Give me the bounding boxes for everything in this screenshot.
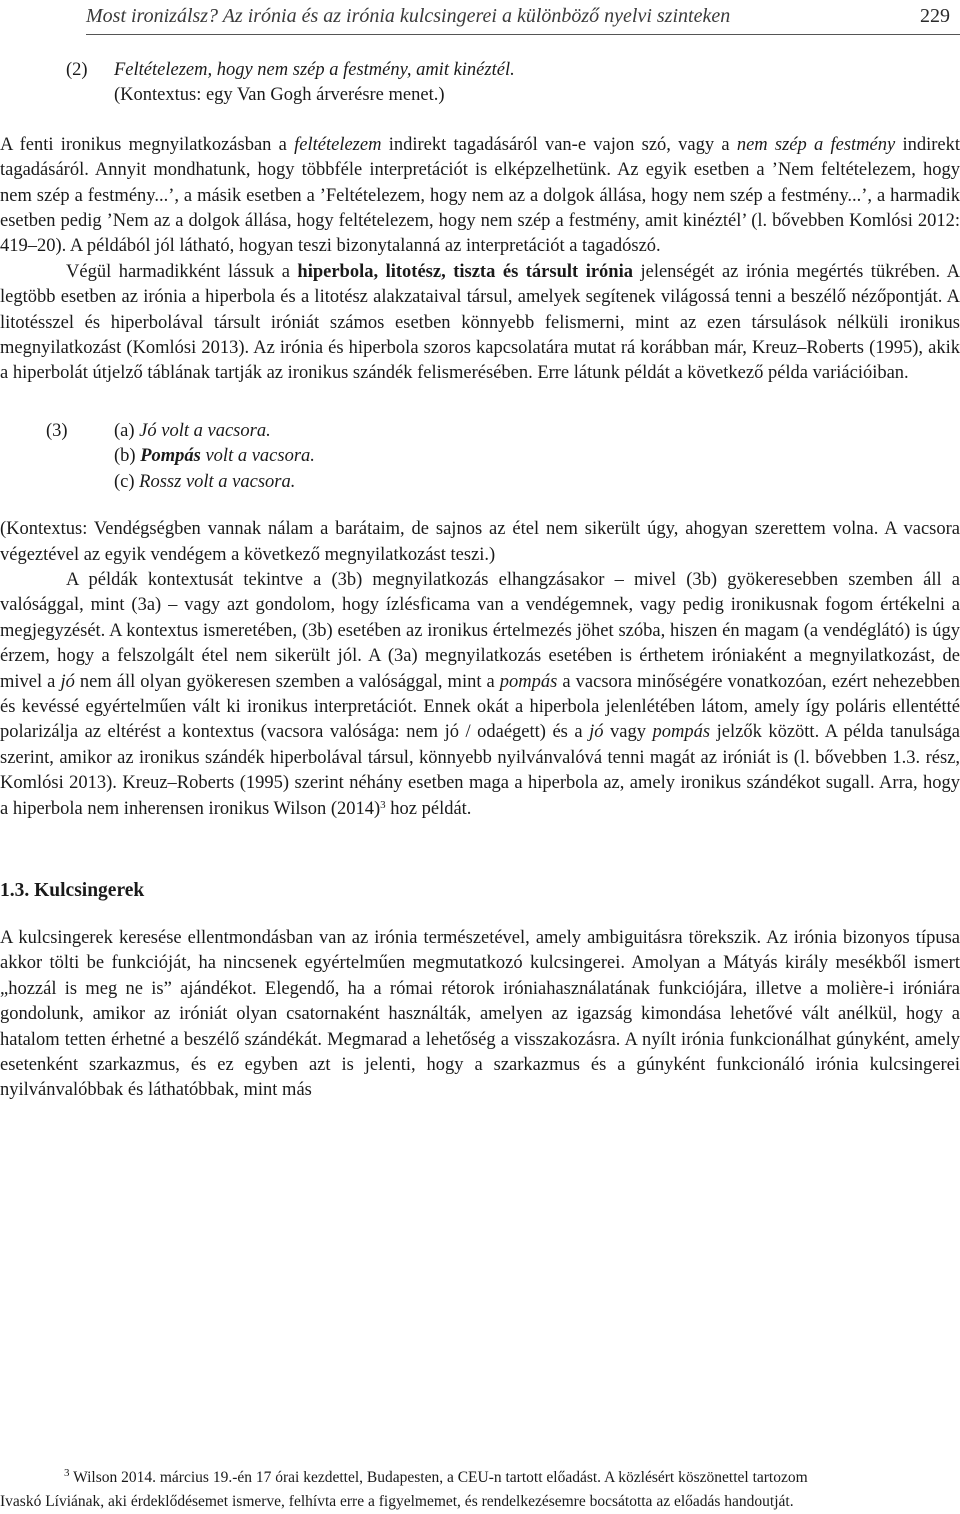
item-label: (b) bbox=[114, 446, 141, 467]
page-number: 229 bbox=[920, 5, 950, 27]
italic-run: jó bbox=[589, 722, 604, 743]
text-run: hoz példát. bbox=[385, 798, 472, 819]
text-run: Wilson 2014. március 19.-én 17 órai kezdettel, Budapesten, a CEU-n tartott előadást. A közlésért köszönettel tartozom bbox=[69, 1469, 808, 1486]
italic-run: jó bbox=[60, 671, 75, 692]
italic-run: Jó volt a vacsora. bbox=[139, 420, 271, 441]
italic-run: pompás bbox=[499, 671, 558, 692]
text-run: nem áll olyan gyökeresen szemben a valósággal, mint a bbox=[74, 671, 500, 692]
italic-run: volt a vacsora. bbox=[200, 446, 315, 467]
italic-run: pompás bbox=[652, 722, 711, 743]
section-heading: 1.3. Kulcsingerek bbox=[0, 879, 145, 901]
context-paragraph: (Kontextus: Vendégségben vannak nálam a barátaim, de sajnos az étel nem sikerült úgy, ahogyan szerettem volna. A vacsora végeztével az egyik vendégem a következő megnyilatkozást teszi.) bbox=[0, 519, 960, 565]
example-number: (2) bbox=[66, 60, 88, 80]
body-text bbox=[0, 58, 960, 1104]
footnote-ref[interactable]: 3 bbox=[380, 798, 386, 811]
italic-run: nem szép a festmény bbox=[736, 134, 896, 155]
paragraph-3 bbox=[0, 568, 960, 822]
bold-run: hiperbola, litotész, tiszta és társult irónia bbox=[297, 261, 633, 282]
section-paragraph: A kulcsingerek keresése ellentmondásban van az irónia természetével, amely ambiguitásra törekszik. Az irónia bizonyos típusa akkor tölti be funkcióját, ha nincsenek egyértelműen megmutatkozó kulcsingerei. Amolyan a Mátyás király mesékből ismert „hozzál is meg ne is” ajándékot. Elegendő, ha a római rétorok iróniahasználatának funkciójára, illetve a molière-i iróniára gondolunk, amikor az iróniát olyan csatornaként használták, amelyen az igazság kimondása lehetővé vált anélkül, hogy a hatalom tetten érhetné a beszélő szándékát. Megmarad a lehetőség a visszakozásra. A nyílt irónia funkcionálhat gúnyként, amely esetenként szarkazmus, és ez egyben azt is jelenti, hogy a szarkazmus és a gúnyként funkcionáló irónia kulcsingerei nyilvánvalóbbak és láthatóbbak, mint más bbox=[0, 927, 960, 1101]
example-3b bbox=[114, 444, 960, 469]
example-3a bbox=[114, 419, 960, 444]
example-number: (3) bbox=[46, 420, 68, 441]
example-2 bbox=[66, 58, 960, 109]
text-run: vagy bbox=[603, 722, 653, 743]
example-3c bbox=[114, 470, 960, 495]
text-run: jelzők között. A példa tanulsága szerint, amikor az ironikus szándék hiperbolával társul, könnyebb nyilvánvalóvá tenni magát az iróniát is (l. bővebben 1.3. rész, Komlósi 2013). Kreuz–Roberts (1995) szerint néhány esetben maga a hiperbola az, amely ironikus szándékot sugall. Arra, hogy a hiperbola nem inherensen ironikus Wilson (2014) bbox=[0, 722, 960, 819]
text-run: indirekt tagadásáról. Annyit mondhatunk, hogy többféle interpretációt is elképzelhetünk. Az egyik esetben a ’Nem feltételezem, hogy nem szép a festmény...’, a másik esetben a ’Feltételezem, hogy nem az a dolgok állása, hogy nem szép a festmény...’, a harmadik esetben pedig ’Nem az a dolgok állása, hogy feltételezem, hogy nem szép a festmény, amit kinéztél’ (l. bővebben Komlósi 2012: 419–20). A példából jól látható, hogyan teszi bizonytalanná az interpretációt a tagadószó. bbox=[0, 134, 960, 257]
text-run: a vacsora minőségére vonatkozóan, ezért nehezebben és kevéssé egyértelműen vált ki ironikus interpretációt. Ennek okát a hiperbola jelenlétében látom, amely így poláris ellentétté polarizálja az eltérést a kontextus (vacsora valósága: nem jó / odaégett) és a bbox=[0, 671, 960, 743]
text-run: indirekt tagadásáról van-e vajon szó, vagy a bbox=[381, 134, 737, 155]
header-rule bbox=[86, 34, 960, 35]
italic-run: feltételezem bbox=[294, 134, 382, 155]
footnote-line-2: Ivaskó Líviának, aki érdeklődésemet ismerve, felhívta erre a figyelmemet, és rendelkezésemre bocsátotta az előadás handoutját. bbox=[0, 1493, 794, 1510]
footnote-line-1 bbox=[0, 1466, 960, 1490]
text-run: A fenti ironikus megnyilatkozásban a bbox=[0, 134, 295, 155]
footnote-mark: 3 bbox=[64, 1467, 70, 1479]
item-label: (c) bbox=[114, 471, 140, 492]
footnote bbox=[0, 1466, 960, 1514]
running-title: Most ironizálsz? Az irónia és az irónia kulcsingerei a különböző nyelvi szinteken bbox=[86, 5, 731, 27]
example-context: (Kontextus: egy Van Gogh árverésre menet.) bbox=[114, 85, 445, 106]
bold-italic-run: Pompás bbox=[140, 446, 201, 467]
text-run: A példák kontextusát tekintve a (3b) megnyilatkozás elhangzásakor – mivel (3b) gyökeresebben szemben áll a valósággal, mint (3a) – vagy azt gondolom, hogy ízlésficama van a vendégemnek, vagy pedig ironikusnak fogom értékelni a megjegyzését. A kontextus ismeretében, (3b) esetében az ironikus értelmezés jöhet szóba, hiszen én magam (a vendéglátó) is úgy érzem, hogy a felszolgált étel nem sikerült jól. A (3a) megnyilatkozás esetében is érthetem iróniaként a megnyilatkozást, de mivel a bbox=[0, 569, 960, 692]
example-3 bbox=[46, 419, 960, 495]
italic-run: Rossz volt a vacsora. bbox=[139, 471, 296, 492]
text-run: jelenségét az irónia megértés tükrében. A legtöbb esetben az irónia a hiperbola és a litotész alakzataival társul, amelyek segítenek világossá tenni a beszélő nézőpontját. A litotésszel és hiperbolával társult iróniát számos esetben könnyebb felismerni, mint az ezen társulások nélküli ironikus megnyilatkozást (Komlósi 2013). Az irónia és hiperbola szoros kapcsolatára mutat rá korábban már, Kreuz–Roberts (1995), akik a hiperbolát útjelző táblának tartják az ironikus szándék felismerésében. Erre látunk példát a következő példa variációiban. bbox=[0, 261, 960, 384]
item-label: (a) bbox=[114, 420, 140, 441]
paragraph-2 bbox=[0, 260, 960, 387]
running-header bbox=[86, 2, 956, 32]
paragraph-1 bbox=[0, 133, 960, 260]
example-sentence: Feltételezem, hogy nem szép a festmény, amit kinéztél. bbox=[114, 60, 515, 80]
text-run: Végül harmadikként lássuk a bbox=[66, 261, 298, 282]
